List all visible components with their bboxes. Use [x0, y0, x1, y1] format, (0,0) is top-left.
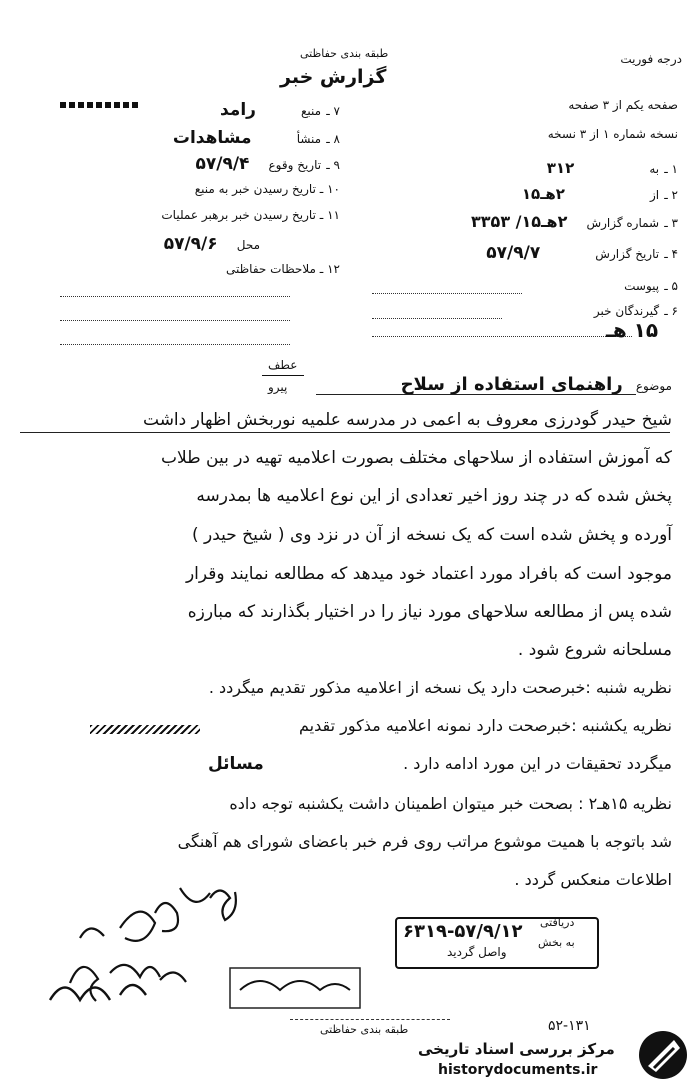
field-origin — [60, 128, 340, 148]
field-report-number-num: ۳ ـ — [664, 216, 678, 230]
field-origin-label: منشأ — [296, 132, 322, 146]
stamp-dept-label: دریافتی — [540, 916, 575, 929]
field-location-label: محل — [236, 238, 260, 252]
field-security-notes-label: ملاحظات حفاظتی — [226, 262, 316, 276]
stamp-dept-value: به بخش — [538, 936, 575, 949]
field-origin-value: مشاهدات — [172, 128, 252, 148]
field-recipients-num: ۶ ـ — [664, 304, 678, 318]
field-from — [368, 184, 678, 203]
field-report-date — [338, 243, 678, 263]
field-source-date-num: ۱۰ ـ — [319, 182, 340, 196]
urgency-label: درجه فوریت — [620, 52, 682, 66]
field-source-num: ۷ ـ — [326, 104, 340, 118]
subject-value: راهنمای استفاده از سلاح — [400, 374, 623, 395]
field-to-num: ۱ ـ — [664, 162, 678, 176]
pages-field: صفحه یکم از ۳ صفحه — [568, 98, 678, 112]
field-attachment-label: پیوست — [624, 279, 660, 293]
stamp-text: واصل گردید — [447, 945, 507, 959]
side-note: ۱۵ هـ — [606, 318, 659, 342]
doc-number: ۵۲-۱۳۱ — [548, 1018, 591, 1034]
field-attachment — [624, 275, 678, 294]
field-occurrence-date-num: ۹ ـ — [326, 158, 340, 172]
strikethrough-mark — [90, 725, 200, 734]
field-operations-date-num: ۱۱ ـ — [319, 208, 340, 222]
field-attachment-num: ۵ ـ — [664, 279, 678, 293]
field-report-date-label: تاریخ گزارش — [595, 247, 660, 261]
field-to — [368, 158, 678, 177]
opinion-line: نظریه ۱۵هـ۲ : بصحت خبر میتوان اطمینان داشت یکشنبه توجه داده — [229, 794, 672, 813]
opinion-line: شد باتوجه با همیت موشوع مراتب روی فرم خبر باعضای شورای هم آهنگی — [177, 832, 672, 851]
field-report-date-value: ۵۷/۹/۷ — [486, 243, 541, 263]
subject-line — [401, 374, 672, 395]
footer-classification: طبقه بندی حفاظتی — [320, 1023, 409, 1036]
field-from-value: ۲هـ۱۵ — [521, 185, 565, 203]
field-to-label: به — [649, 162, 660, 176]
watermark-url: historydocuments.ir — [438, 1062, 598, 1078]
archive-logo-icon — [634, 1028, 692, 1082]
body-line: شیخ حیدر گودرزی معروف به اعمی در مدرسه علمیه نوربخش اظهار داشت — [143, 410, 672, 430]
watermark-title: مرکز بررسی اسناد تاریخی — [418, 1040, 615, 1058]
field-occurrence-date-label: تاریخ وقوع — [268, 158, 322, 172]
field-source-date-label: تاریخ رسیدن خبر به منبع — [194, 182, 316, 196]
field-source-label: منبع — [301, 104, 322, 118]
body-line: آورده و پخش شده است که یک نسخه از آن در نزد وی ( شیخ حیدر ) — [191, 525, 672, 545]
field-location — [60, 234, 260, 254]
field-origin-num: ۸ ـ — [326, 132, 340, 146]
field-occurrence-date-value: ۵۷/۹/۴ — [195, 154, 250, 174]
field-report-number — [338, 212, 678, 231]
lower-scribbles — [40, 960, 370, 1020]
field-operations-date — [60, 208, 340, 222]
field-from-num: ۲ ـ — [664, 188, 678, 202]
field-from-label: از — [649, 188, 660, 202]
field-location-value: ۵۷/۹/۶ — [163, 234, 218, 254]
field-recipients — [594, 300, 678, 319]
field-report-number-value: ۲هـ۱۵/ ۳۳۵۳ — [471, 212, 568, 231]
body-line: که آموزش استفاده از سلاحهای مختلف بصورت اعلامیه تهیه در بین طلاب — [160, 448, 672, 468]
body-line: مسلحانه شروع شود . — [517, 640, 672, 660]
redaction-mark — [60, 102, 140, 108]
body-line: شده پس از مطالعه سلاحهای مورد نیاز را در اختیار بگذارند که مبارزه — [187, 602, 672, 622]
field-source-date — [60, 182, 340, 196]
field-operations-date-label: تاریخ رسیدن خبر برهبر عملیات — [161, 208, 316, 222]
opinion-line: نظریه شنبه :خبرصحت دارد یک نسخه از اعلامیه مذکور تقدیم میگردد . — [208, 678, 672, 697]
handwritten-note: مسائل — [208, 754, 264, 774]
opinion-line: نظریه یکشنبه :خبرصحت دارد نمونه اعلامیه مذکور تقدیم — [299, 716, 672, 735]
field-security-notes — [60, 262, 340, 276]
stamp-number: ۶۳۱۹-۵۷/۹/۱۲ — [403, 921, 523, 942]
subject-label: موضوع — [635, 379, 672, 393]
copies-field: نسخه شماره ۱ از ۳ نسخه — [547, 127, 678, 141]
body-line: موجود است که بافراد مورد اعتماد خود میدهد که مطالعه نمایند وقرار — [185, 564, 672, 584]
reference-peyro: پیرو — [268, 380, 288, 394]
classification-label: طبقه بندی حفاظتی — [300, 47, 389, 60]
field-to-value: ۳۱۲ — [546, 159, 575, 177]
field-recipients-label: گیرندگان خبر — [593, 304, 660, 318]
reference-atf: عطف — [268, 358, 298, 372]
opinion-line: میگردد تحقیقات در این مورد ادامه دارد . — [403, 754, 672, 773]
field-security-notes-num: ۱۲ ـ — [319, 262, 340, 276]
field-occurrence-date — [60, 154, 340, 174]
body-line: پخش شده که در چند روز اخیر تعدادی از این نوع اعلامیه ها بمدرسه — [196, 486, 672, 506]
field-source-value: رامد — [219, 100, 256, 120]
opinion-line: اطلاعات منعکس گردد . — [514, 870, 672, 889]
field-report-number-label: شماره گزارش — [586, 216, 660, 230]
field-report-date-num: ۴ ـ — [664, 247, 678, 261]
page-title: گزارش خبر — [280, 66, 387, 88]
